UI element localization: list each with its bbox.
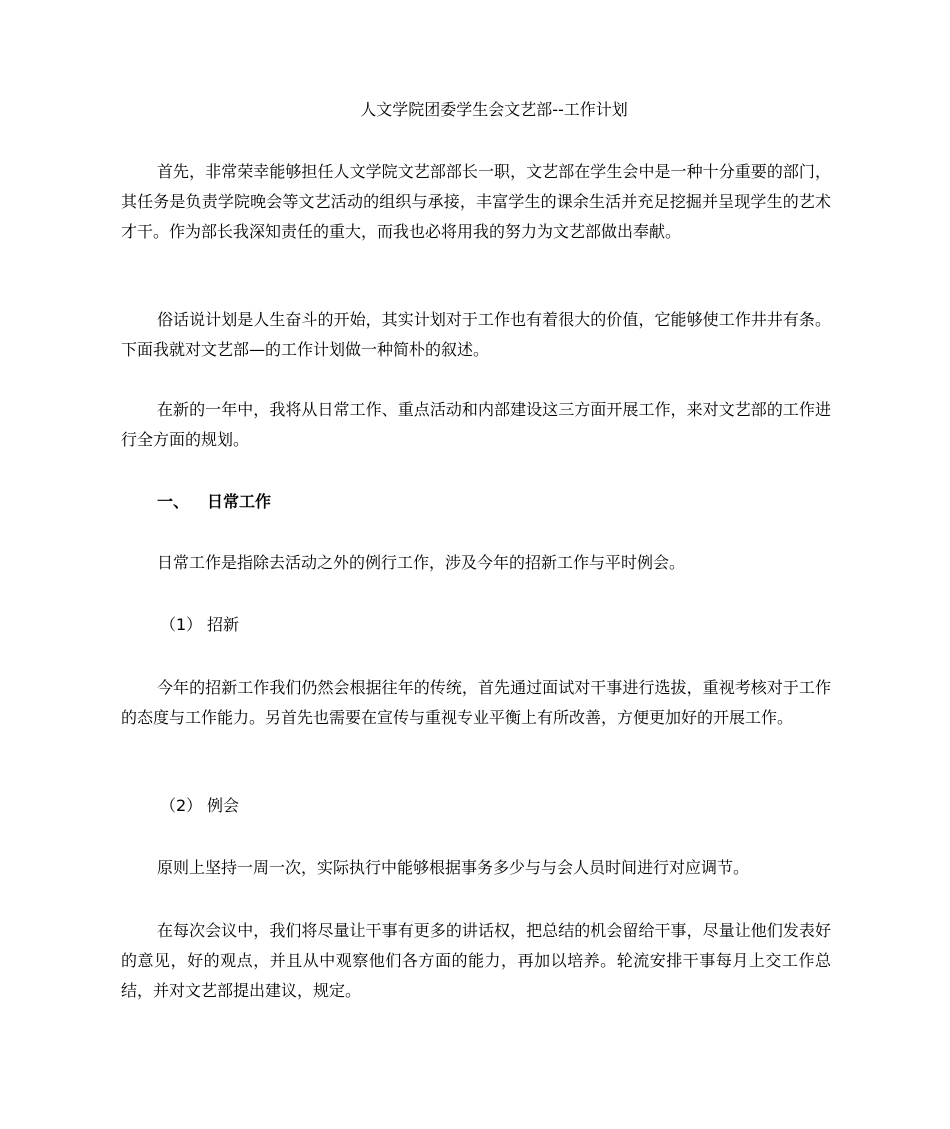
paragraph-intro: 首先，非常荣幸能够担任人文学院文艺部部长一职，文艺部在学生会中是一种十分重要的部门，其任务是负责学院晚会等文艺活动的组织与承接，丰富学生的课余生活并充足挖掘并呈现学生的艺术才干。作为部长我深知责任的重大，而我也必将用我的努力为文艺部做出奉献。 xyxy=(121,162,831,241)
subheading-number: （2） xyxy=(160,796,203,815)
subheading-recruitment xyxy=(160,610,239,640)
section-number: 一、 xyxy=(157,492,190,511)
paragraph-overview: 在新的一年中，我将从日常工作、重点活动和内部建设这三方面开展工作，来对文艺部的工作进行全方面的规划。 xyxy=(121,400,831,449)
paragraph-plan-value: 俗话说计划是人生奋斗的开始，其实计划对于工作也有着很大的价值，它能够使工作井井有条。下面我就对文艺部—的工作计划做一种简朴的叙述。 xyxy=(121,310,831,359)
paragraph-recruitment: 今年的招新工作我们仍然会根据往年的传统，首先通过面试对干事进行选拔，重视考核对于工作的态度与工作能力。另首先也需要在宣传与重视专业平衡上有所改善，方便更加好的开展工作。 xyxy=(121,678,831,727)
section-title: 日常工作 xyxy=(207,492,272,511)
document-title: 人文学院团委学生会文艺部--工作计划 xyxy=(360,100,628,119)
subheading-meetings xyxy=(160,791,239,821)
section-heading-daily-work xyxy=(157,487,271,517)
subheading-title: 招新 xyxy=(207,615,240,634)
paragraph-daily-work: 日常工作是指除去活动之外的例行工作，涉及今年的招新工作与平时例会。 xyxy=(157,553,686,572)
paragraph-meeting-frequency: 原则上坚持一周一次，实际执行中能够根据事务多少与与会人员时间进行对应调节。 xyxy=(157,858,750,877)
paragraph-meeting-content: 在每次会议中，我们将尽量让干事有更多的讲话权，把总结的机会留给干事，尽量让他们发表好的意见，好的观点，并且从中观察他们各方面的能力，再加以培养。轮流安排干事每月上交工作总结，并对文艺部提出建议，规定。 xyxy=(121,921,831,1000)
subheading-number: （1） xyxy=(160,615,203,634)
subheading-title: 例会 xyxy=(207,796,240,815)
